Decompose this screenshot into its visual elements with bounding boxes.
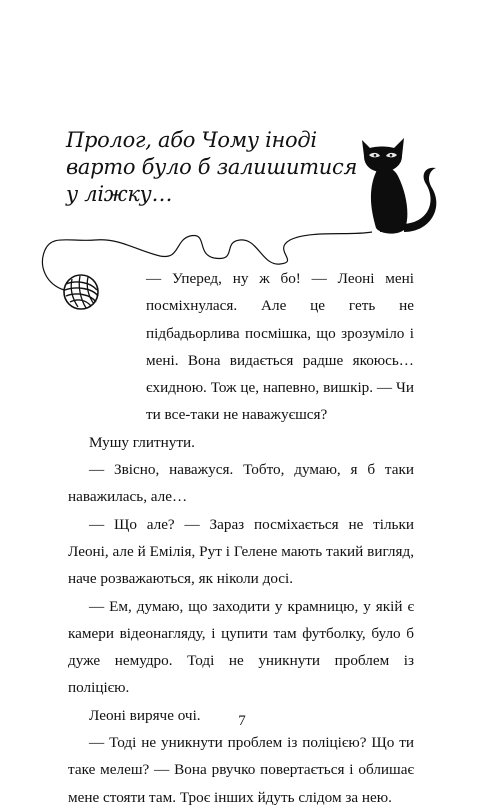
- paragraph: — Уперед, ну ж бо! — Леоні мені посміхнулася. Але це геть не підбадьорлива посмішка, що зрозуміло і мені. Вона видається радше якоюсь… єхидною. Тож це, напевно, вишкір. — Чи ти все-таки не наважуєшся?: [146, 270, 414, 424]
- page-number: 7: [238, 713, 246, 729]
- paragraph: Леоні виряче очі.: [89, 706, 201, 724]
- paragraph: — Тоді не уникнути проблем із поліцією? Що ти таке мелеш? — Вона рвучко повертається і облишає мене стояти там. Троє інших йдуть слідом за нею.: [68, 734, 414, 806]
- paragraph: — Що але? — Зараз посміхається не тільки Леоні, але й Емілія, Рут і Гелене мають такий вигляд, наче розважаються, як ніколи досі.: [68, 515, 414, 588]
- chapter-title-line: варто було б залишитися: [66, 155, 358, 179]
- chapter-title-line: у ліжку…: [66, 182, 173, 206]
- paragraph: — Ем, думаю, що заходити у крамницю, у якій є камери відеонагляду, і цупити там футболку, було б дуже немудро. Тоді не уникнути проблем із поліцією.: [68, 597, 414, 697]
- paragraph: — Звісно, наважуся. Тобто, думаю, я б таки наважилась, але…: [68, 461, 414, 506]
- chapter-title-line: Пролог, або Чому іноді: [66, 128, 317, 152]
- black-cat-icon: [362, 138, 436, 234]
- paragraph: Мушу глитнути.: [89, 433, 195, 451]
